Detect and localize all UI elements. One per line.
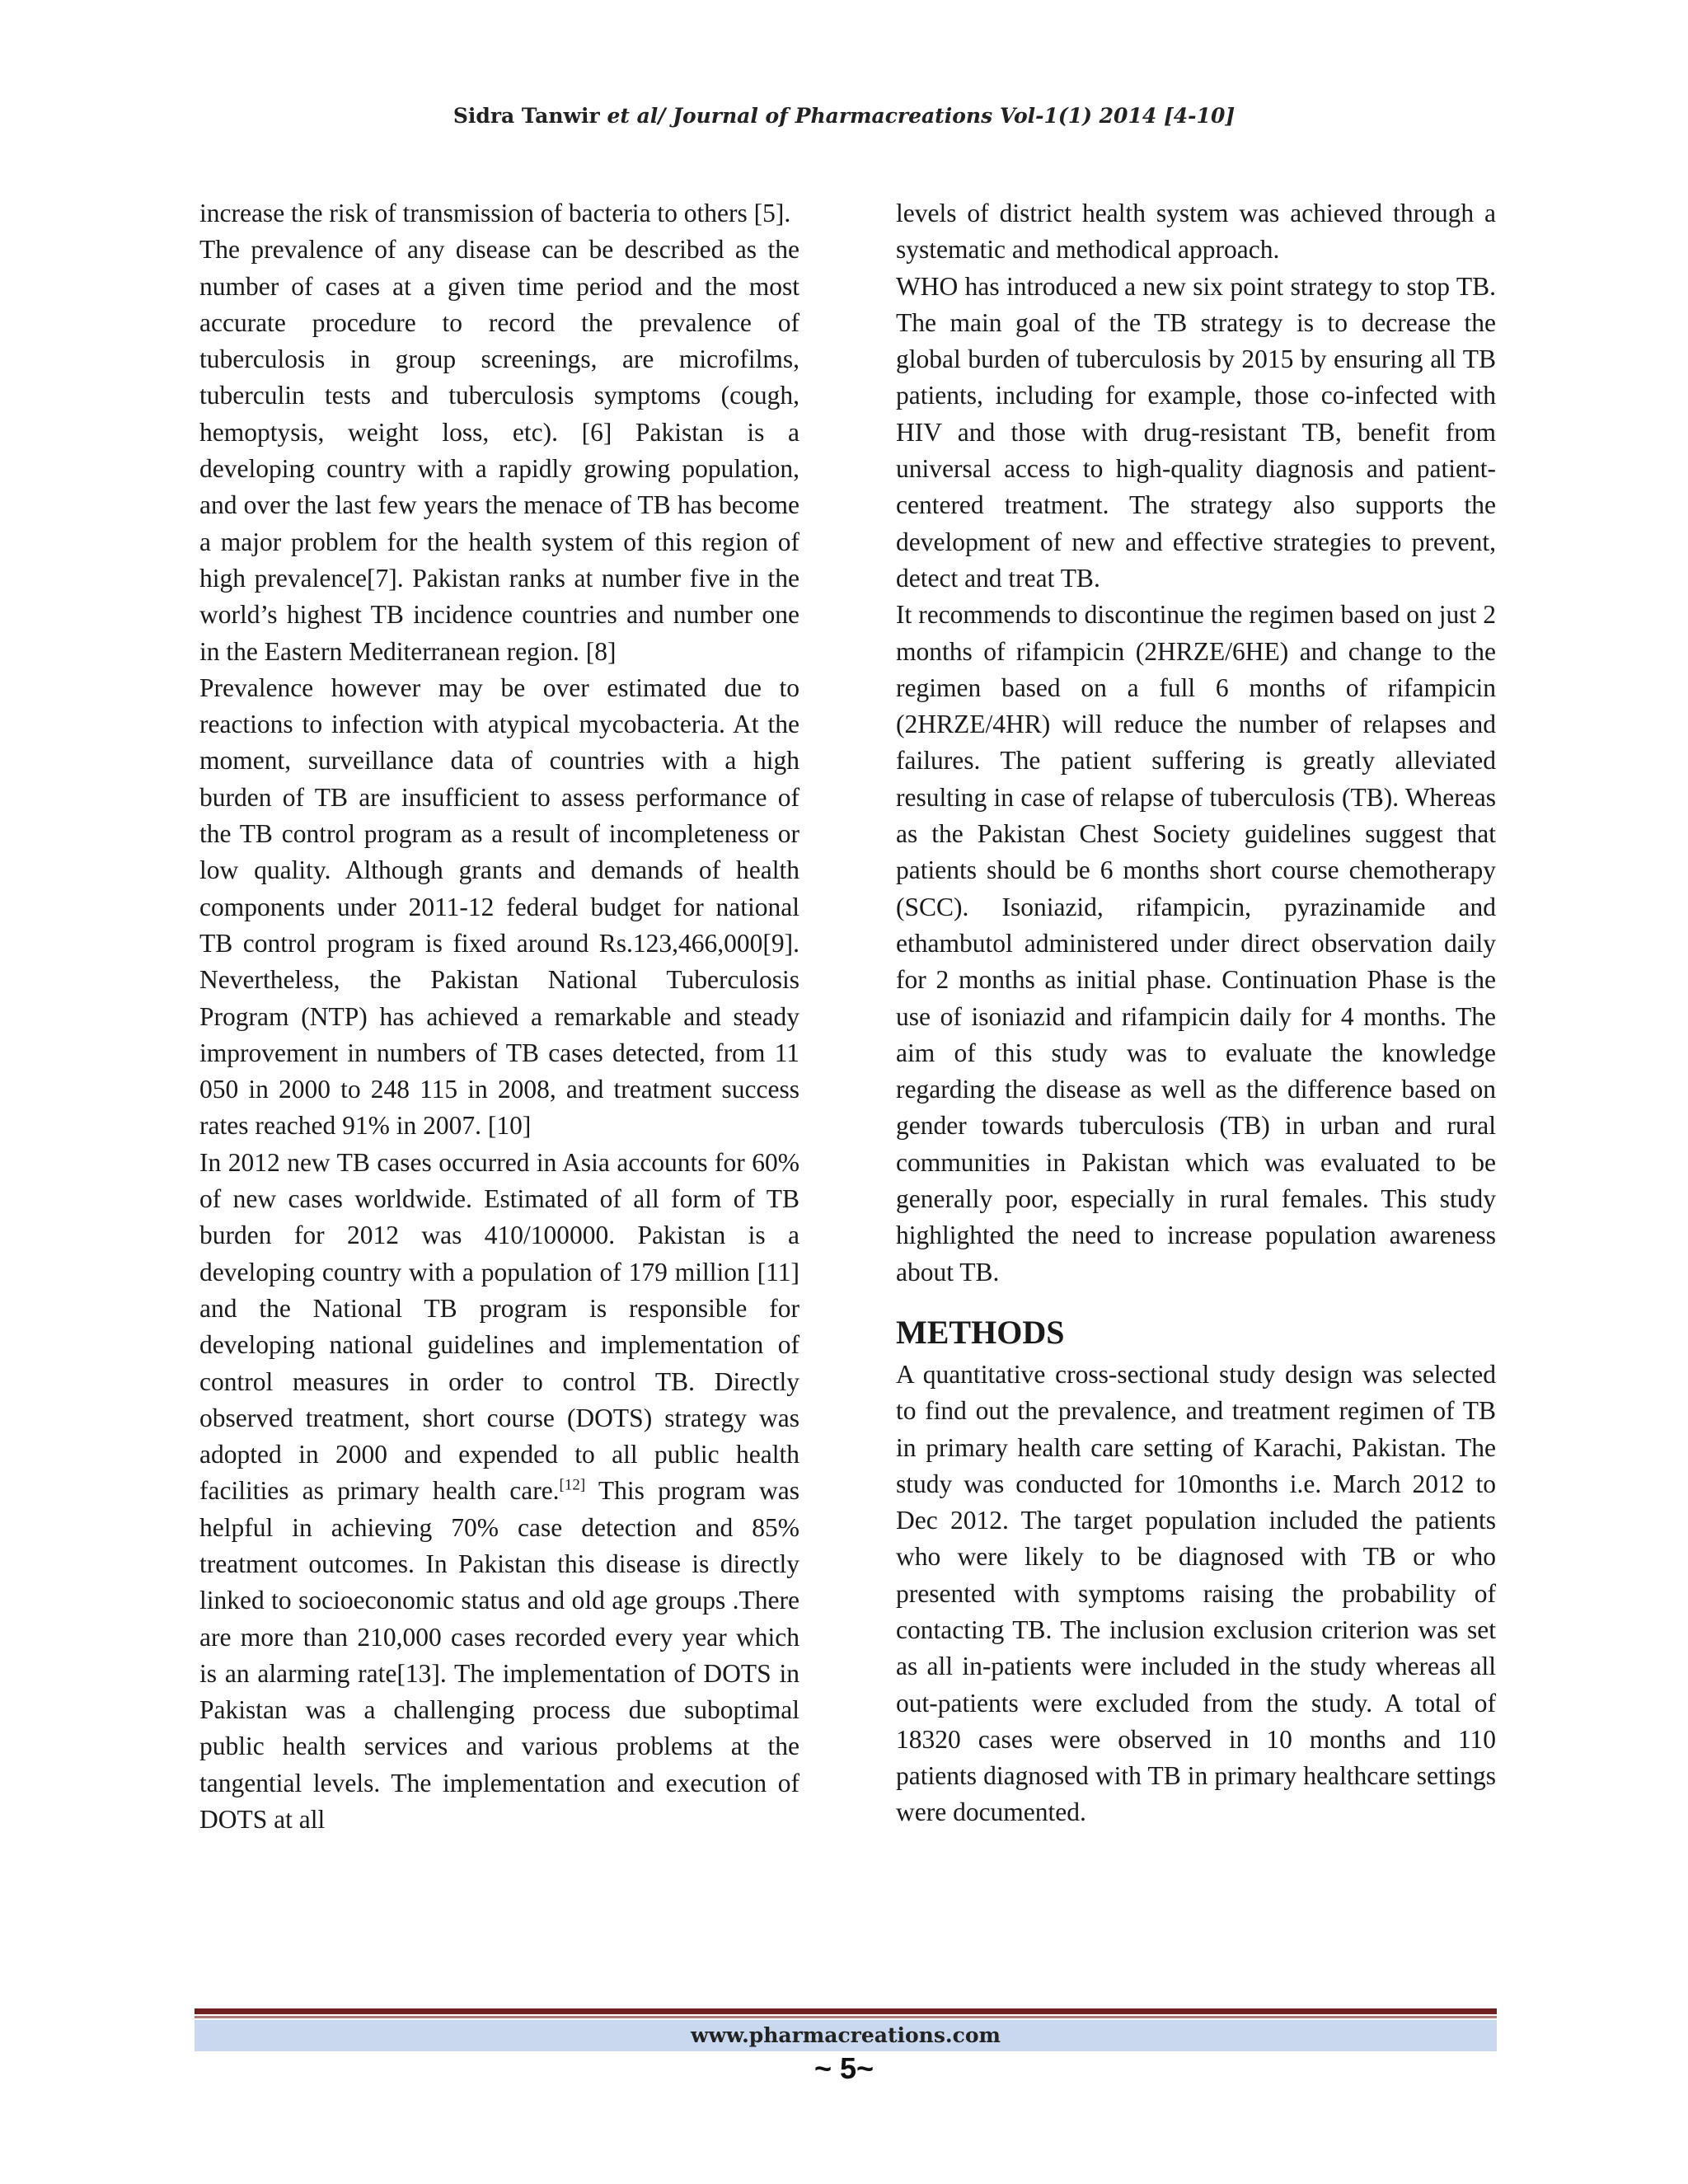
footer-rule-thin xyxy=(195,2016,1497,2018)
citation-superscript: [12] xyxy=(559,1476,586,1494)
left-paragraph-3: Prevalence however may be over estimated due to reactions to infection with atypical mycobacteria. At the moment, surveillance data of countries with a high burden of TB are insufficient to assess performance of the TB control program as a result of incompleteness or low quality. Although grants and demands of health components under 2011-12 federal budget for national TB control program is fixed around Rs.123,466,000[9]. Nevertheless, the Pakistan National Tuberculosis Program (NTP) has achieved a remarkable and steady improvement in numbers of TB cases detected, from 11 050 in 2000 to 248 115 in 2008, and treatment success rates reached 91% in 2007. [10] xyxy=(199,673,799,1141)
left-paragraph-4 xyxy=(199,1145,799,1839)
header-author: Sidra Tanwir xyxy=(452,104,600,128)
right-paragraph-2: WHO has introduced a new six point strategy to stop TB. The main goal of the TB strategy is to decrease the global burden of tuberculosis by 2015 by ensuring all TB patients, including for example, those co-infected with HIV and those with drug-resistant TB, benefit from universal access to high-quality diagnosis and patient-centered treatment. The strategy also supports the development of new and effective strategies to prevent, detect and treat TB. xyxy=(896,271,1496,593)
footer-rule xyxy=(195,2008,1497,2014)
running-header xyxy=(0,104,1688,128)
methods-heading: METHODS xyxy=(896,1313,1065,1351)
header-journal: / Journal of Pharmacreations Vol-1(1) 2014 [4-10] xyxy=(658,104,1236,128)
left-paragraph-4-text-b: This program was helpful in achieving 70% case detection and 85% treatment outcomes. In Pakistan this disease is directly linked to socioeconomic status and old age groups .There are more than 210,000 cases recorded every year which is an alarming rate[13]. The implementation of DOTS in Pakistan was a challenging process due suboptimal public health services and various problems at the tangential levels. The implementation and execution of DOTS at all xyxy=(199,1476,799,1835)
header-etal: et al xyxy=(607,104,659,128)
right-paragraph-3: It recommends to discontinue the regimen based on just 2 months of rifampicin (2HRZE/6HE) and change to the regimen based on a full 6 months of rifampicin (2HRZE/4HR) will reduce the number of relapses and failures. The patient suffering is greatly alleviated resulting in case of relapse of tuberculosis (TB). Whereas as the Pakistan Chest Society guidelines suggest that patients should be 6 months short course chemotherapy (SCC). Isoniazid, rifampicin, pyrazinamide and ethambutol administered under direct observation daily for 2 months as initial phase. Continuation Phase is the use of isoniazid and rifampicin daily for 4 months. The aim of this study was to evaluate the knowledge regarding the disease as well as the difference based on gender towards tuberculosis (TB) in urban and rural communities in Pakistan which was evaluated to be generally poor, especially in rural females. This study highlighted the need to increase population awareness about TB. xyxy=(896,600,1496,1286)
footer-url[interactable]: www.pharmacreations.com xyxy=(195,2020,1497,2051)
left-column xyxy=(199,195,799,1838)
right-paragraph-1: levels of district health system was achieved through a systematic and methodical approach. xyxy=(896,199,1496,265)
right-column xyxy=(896,195,1496,1831)
methods-paragraph: A quantitative cross-sectional study design was selected to find out the prevalence, and treatment regimen of TB in primary health care setting of Karachi, Pakistan. The study was conducted for 10months i.e. March 2012 to Dec 2012. The target population included the patients who were likely to be diagnosed with TB or who presented with symptoms raising the probability of contacting TB. The inclusion exclusion criterion was set as all in-patients were included in the study whereas all out-patients were excluded from the study. A total of 18320 cases were observed in 10 months and 110 patients diagnosed with TB in primary healthcare settings were documented. xyxy=(896,1359,1496,1827)
page-number: ~ 5~ xyxy=(814,2051,874,2085)
left-paragraph-1: increase the risk of transmission of bacteria to others [5]. xyxy=(199,199,791,227)
left-paragraph-4-text-a: In 2012 new TB cases occurred in Asia accounts for 60% of new cases worldwide. Estimated of all form of TB burden for 2012 was 410/100000. Pakistan is a developing country with a population of 179 million [11] and the National TB program is responsible for developing national guidelines and implementation of control measures in order to control TB. Directly observed treatment, short course (DOTS) strategy was adopted in 2000 and expended to all public health facilities as primary health care. xyxy=(199,1147,799,1506)
left-paragraph-2: The prevalence of any disease can be described as the number of cases at a given time period and the most accurate procedure to record the prevalence of tuberculosis in group screenings, are microfilms, tuberculin tests and tuberculosis symptoms (cough, hemoptysis, weight loss, etc). [6] Pakistan is a developing country with a rapidly growing population, and over the last few years the menace of TB has become a major problem for the health system of this region of high prevalence[7]. Pakistan ranks at number five in the world’s highest TB incidence countries and number one in the Eastern Mediterranean region. [8] xyxy=(199,235,799,666)
